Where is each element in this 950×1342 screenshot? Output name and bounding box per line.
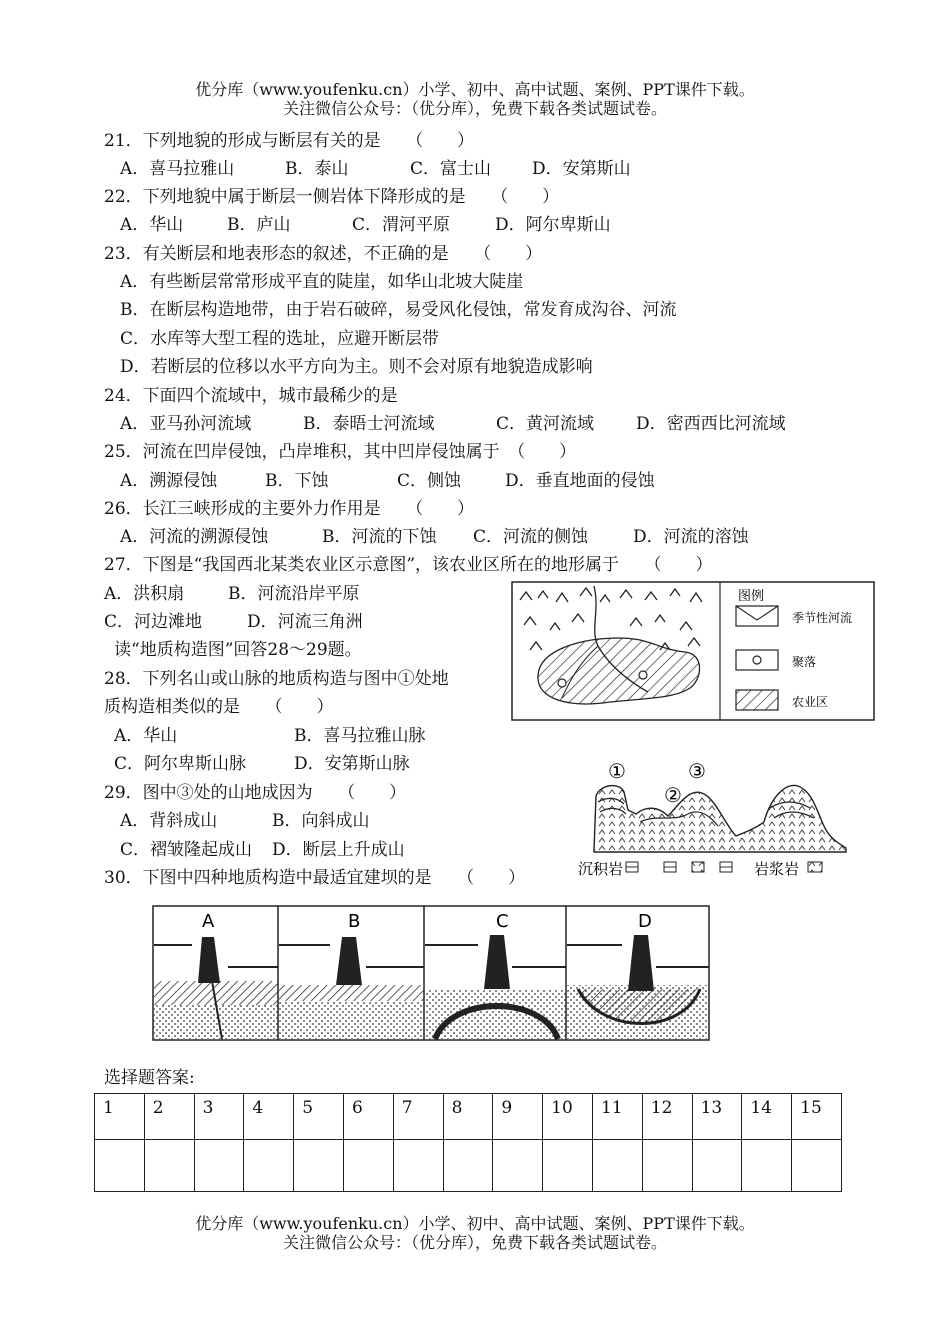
option-b: B．泰晤士河流域 [303,414,435,434]
option-b: B．在断层构造地带，由于岩石破碎，易受风化侵蚀，常发育成沟谷、河流 [120,300,677,320]
option-c: C．侧蚀 [397,471,462,491]
geology-structure-figure [578,756,860,878]
legend-river-label: 季节性河流 [792,611,853,625]
question-24: 24．下面四个流域中，城市最稀少的是 [104,386,398,406]
option-b: B．庐山 [227,215,291,235]
page-header-line2: 关注微信公众号：（优分库），免费下载各类试题试卷。 [282,99,667,118]
option-d: D．安第斯山脉 [294,754,410,774]
option-d: D．河流三角洲 [247,612,363,632]
question-28-options-row1 [114,726,426,746]
option-a: A．华山 [114,726,178,746]
answer-cell[interactable] [642,1140,692,1192]
legend-settlement-symbol [753,656,761,664]
agriculture-area-figure [510,580,876,722]
question-29: 29．图中③处的山地成因为 （ ） [104,783,407,803]
option-b: B．喜马拉雅山脉 [294,726,426,746]
question-30: 30．下图中四种地质构造中最适宜建坝的是 （ ） [104,868,526,888]
answer-number: 7 [393,1094,443,1140]
question-22: 22．下列地貌中属于断层一侧岩体下降形成的是 （ ） [104,187,560,207]
legend-title: 图例 [738,589,765,604]
option-a: A．华山 [120,215,184,235]
answer-number: 13 [692,1094,742,1140]
option-d: D．阿尔卑斯山 [495,215,611,235]
answer-number: 2 [144,1094,194,1140]
settlement-icon [639,671,647,679]
option-b: B．河流沿岸平原 [228,584,360,604]
answer-number-row [95,1094,842,1140]
question-26: 26．长江三峡形成的主要外力作用是 （ ） [104,499,475,519]
answer-number: 8 [443,1094,493,1140]
option-d: D．若断层的位移以水平方向为主。则不会对原有地貌造成影响 [120,357,593,377]
answer-number: 12 [642,1094,692,1140]
answer-cell[interactable] [393,1140,443,1192]
option-c: C．河流的侧蚀 [473,527,589,547]
answer-number: 10 [543,1094,593,1140]
question-24-options [120,414,786,434]
answer-number: 3 [194,1094,244,1140]
option-c: C．水库等大型工程的选址，应避开断层带 [120,329,440,349]
answer-cell[interactable] [443,1140,493,1192]
reading-instruction: 读“地质构造图”回答28～29题。 [114,640,362,660]
legend-river-symbol [736,606,778,626]
answer-cell[interactable] [194,1140,244,1192]
answer-number: 15 [792,1094,842,1140]
option-d: D．断层上升成山 [272,840,405,860]
question-21-options [120,159,631,179]
question-28-options-row2 [114,754,410,774]
answer-table [94,1093,842,1192]
option-c: C．褶皱隆起成山 [120,840,253,860]
answer-cell[interactable] [493,1140,543,1192]
option-a: A．溯源侵蚀 [120,471,218,491]
answer-title: 选择题答案: [104,1068,195,1088]
page-footer-line1: 优分库（www.youfenku.cn）小学、初中、高中试题、案例、PPT课件下载。 [195,1214,755,1233]
answer-cell[interactable] [343,1140,393,1192]
question-25-options [120,471,655,491]
rock-profile [594,785,846,852]
question-27: 27．下图是“我国西北某类农业区示意图”，该农业区所在的地形属于 （ ） [104,555,713,575]
mark-2: ② [664,783,682,807]
option-c: C．渭河平原 [352,215,451,235]
answer-cell[interactable] [244,1140,294,1192]
question-21: 21．下列地貌的形成与断层有关的是 （ ） [104,131,475,151]
legend-agri-label: 农业区 [792,695,829,709]
answer-number: 4 [244,1094,294,1140]
answer-cell[interactable] [792,1140,842,1192]
dam-label-c: C [496,911,509,932]
dam-structures-figure [152,905,710,1041]
dam-label-b: B [348,911,361,932]
option-a: A．亚马孙河流域 [120,414,252,434]
question-29-options-row1 [120,811,370,831]
question-28-line1: 28．下列名山或山脉的地质构造与图中①处地 [104,669,449,689]
legend-rock-symbols [626,862,732,872]
option-b: B．泰山 [285,159,349,179]
answer-cell[interactable] [742,1140,792,1192]
option-c: C．阿尔卑斯山脉 [114,754,247,774]
question-27-options-row1 [104,584,360,604]
question-29-options-row2 [120,840,405,860]
answer-number: 14 [742,1094,792,1140]
mark-3: ③ [688,759,706,783]
dam-label-d: D [638,911,652,932]
legend-settlement-label: 聚落 [792,655,817,669]
answer-cell[interactable] [95,1140,145,1192]
question-25: 25．河流在凹岸侵蚀，凸岸堆积，其中凹岸侵蚀属于 （ ） [104,442,577,462]
option-d: D．河流的溶蚀 [633,527,749,547]
option-a: A．河流的溯源侵蚀 [120,527,269,547]
option-d: D．安第斯山 [532,159,631,179]
question-28-line2: 质构造相类似的是 （ ） [104,697,334,717]
option-c: C．黄河流域 [496,414,595,434]
answer-number: 6 [343,1094,393,1140]
option-b: B．向斜成山 [272,811,370,831]
legend-agri-symbol [736,690,778,710]
question-23: 23．有关断层和地表形态的叙述，不正确的是 （ ） [104,244,543,264]
sedimentary-rock-label: 沉积岩 [578,860,624,878]
settlement-icon [558,679,566,687]
answer-number: 9 [493,1094,543,1140]
igneous-symbol [808,862,822,872]
question-26-options [120,527,749,547]
answer-number: 1 [95,1094,145,1140]
option-d: D．垂直地面的侵蚀 [505,471,655,491]
answer-cell[interactable] [543,1140,593,1192]
answer-cell[interactable] [692,1140,742,1192]
mark-1: ① [608,759,626,783]
answer-number: 11 [592,1094,642,1140]
option-a: A．背斜成山 [120,811,218,831]
answer-cell[interactable] [294,1140,344,1192]
option-a: A．洪积扇 [104,584,185,604]
option-c: C．河边滩地 [104,612,203,632]
option-a: A．喜马拉雅山 [120,159,235,179]
page-header-line1: 优分库（www.youfenku.cn）小学、初中、高中试题、案例、PPT课件下载。 [195,80,755,99]
option-a: A．有些断层常常形成平直的陡崖，如华山北坡大陡崖 [120,272,524,292]
answer-number: 5 [294,1094,344,1140]
page-footer-line2: 关注微信公众号：（优分库），免费下载各类试题试卷。 [282,1233,667,1252]
question-22-options [120,215,611,235]
question-27-options-row2 [104,612,363,632]
dam-label-a: A [202,911,215,932]
igneous-rock-label: 岩浆岩 [754,860,800,878]
answer-blank-row [95,1140,842,1192]
answer-cell[interactable] [592,1140,642,1192]
option-b: B．河流的下蚀 [322,527,437,547]
answer-cell[interactable] [144,1140,194,1192]
option-b: B．下蚀 [265,471,329,491]
option-c: C．富士山 [410,159,492,179]
option-d: D．密西西比河流域 [636,414,786,434]
